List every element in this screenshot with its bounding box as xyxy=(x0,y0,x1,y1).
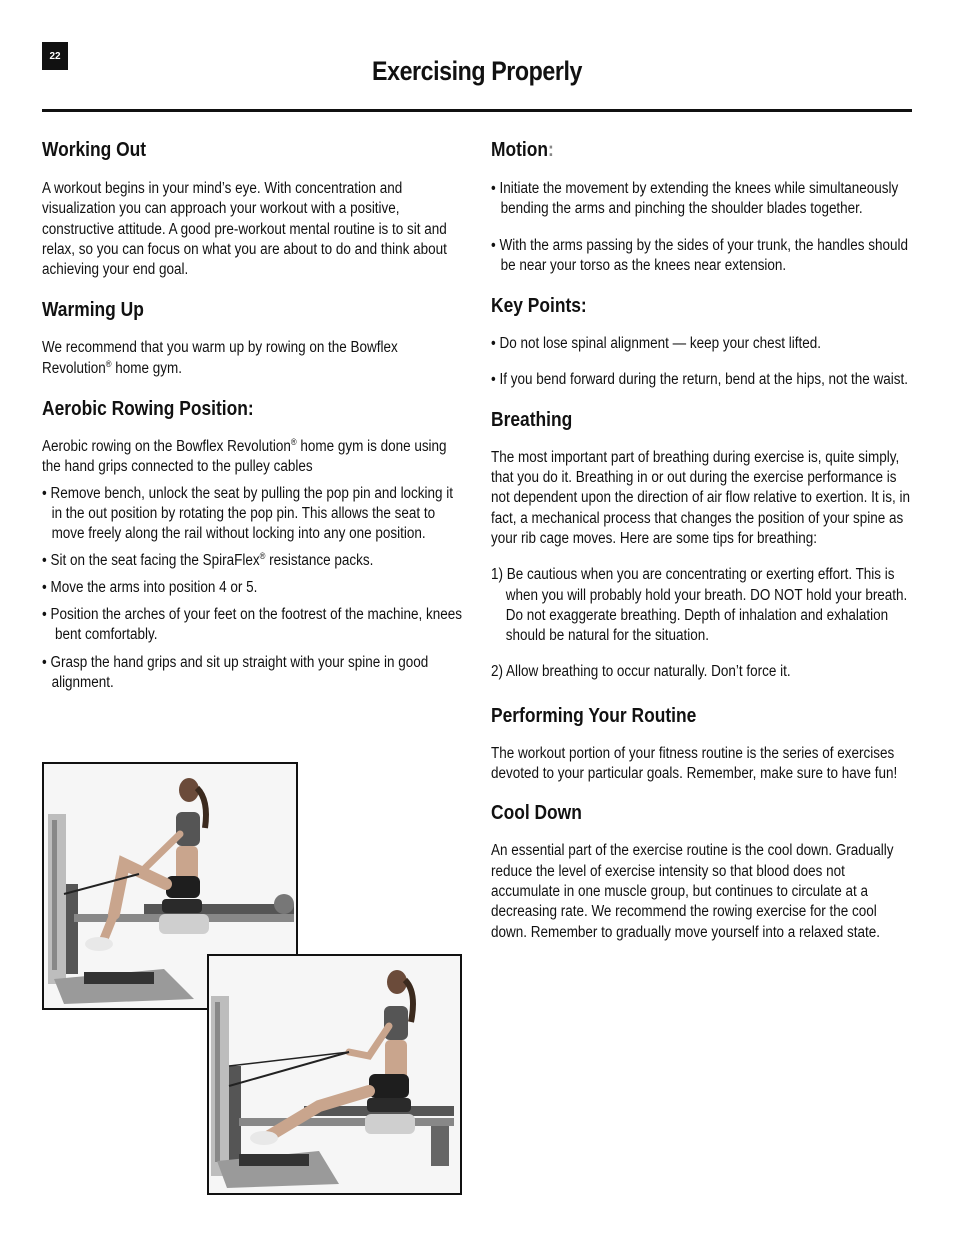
title-rule xyxy=(42,109,912,112)
aerobic-bullet-4: • Position the arches of your feet on the footrest of the machine, knees bent comfortably. xyxy=(42,606,463,644)
page-title: Exercising Properly xyxy=(372,56,582,86)
rowing-finish-photo xyxy=(207,954,462,1195)
aerobic-bullet-2: • Sit on the seat facing the SpiraFlex® resistance packs. xyxy=(42,550,374,569)
working-out-body: A workout begins in your mind’s eye. With concentration and visualization you can approach your workout with a positive, constructive attitude. A good pre-workout mental routine is to sit and relax, so you can focus on what you are about to do and think about achieving your end goal. xyxy=(42,180,447,279)
working-out-heading: Working Out xyxy=(42,139,147,161)
breathing-tip-2: 2) Allow breathing to occur naturally. Don’t force it. xyxy=(491,663,791,681)
aerobic-bullet-5: • Grasp the hand grips and sit up straight with your spine in good alignment. xyxy=(42,653,429,692)
cool-down-heading: Cool Down xyxy=(491,802,582,825)
breathing-tip-1: 1) Be cautious when you are concentrating or exerting effort. This is when you will probably hold your breath. DO NOT hold your breath. Do not exaggerate breathing. Depth of inhalation and exhalation should be natural for the situation. xyxy=(491,566,908,645)
page-number: 22 xyxy=(42,42,68,70)
motion-bullet-1: • Initiate the movement by extending the knees while simultaneously bending the arms and pinching the shoulder blades together. xyxy=(491,180,899,218)
key-points-heading: Key Points: xyxy=(491,295,587,318)
routine-body: The workout portion of your fitness routine is the series of exercises devoted to your particular goals. Remember, make sure to have fun! xyxy=(491,744,898,783)
warming-up-body: We recommend that you warm up by rowing on the Bowflex Revolution® home gym. xyxy=(42,339,398,377)
breathing-body: The most important part of breathing during exercise is, quite simply, that you do it. Breathing in or out during the exercise performance is not dependent upon the direction of air flow relative to exertion. It is, in fact, a mechanical process that changes the position of your spine as your rib cage moves. Here are some tips for breathing: xyxy=(491,448,911,547)
key-points-bullet-2: • If you bend forward during the return, bend at the hips, not the waist. xyxy=(491,371,909,389)
aerobic-intro: Aerobic rowing on the Bowflex Revolution® home gym is done using the hand grips connected to the pulley cables xyxy=(42,436,447,476)
warming-up-heading: Warming Up xyxy=(42,299,144,322)
cool-down-body: An essential part of the exercise routine is the cool down. Gradually reduce the level of exercise intensity so that blood does not accumulate in one muscle group, but continues to circulate at a decreasing rate. We recommend the rowing exercise for the cool down. Remember to gradually move yourself into a relaxed state. xyxy=(491,842,894,941)
motion-heading: Motion: xyxy=(491,139,554,161)
routine-heading: Performing Your Routine xyxy=(491,704,697,727)
left-column xyxy=(42,138,466,693)
aerobic-bullet-1: • Remove bench, unlock the seat by pulling the pop pin and locking it in the out position by rotating the pop pin. This allows the seat to move freely along the rail without locking into any one position. xyxy=(42,484,454,543)
aerobic-heading: Aerobic Rowing Position: xyxy=(42,398,254,421)
right-column xyxy=(491,138,915,943)
aerobic-bullet-3: • Move the arms into position 4 or 5. xyxy=(42,578,258,596)
key-points-bullet-1: • Do not lose spinal alignment — keep your chest lifted. xyxy=(491,335,822,353)
motion-bullet-2: • With the arms passing by the sides of your trunk, the handles should be near your torso as the knees near extension. xyxy=(491,236,908,274)
breathing-heading: Breathing xyxy=(491,408,573,431)
